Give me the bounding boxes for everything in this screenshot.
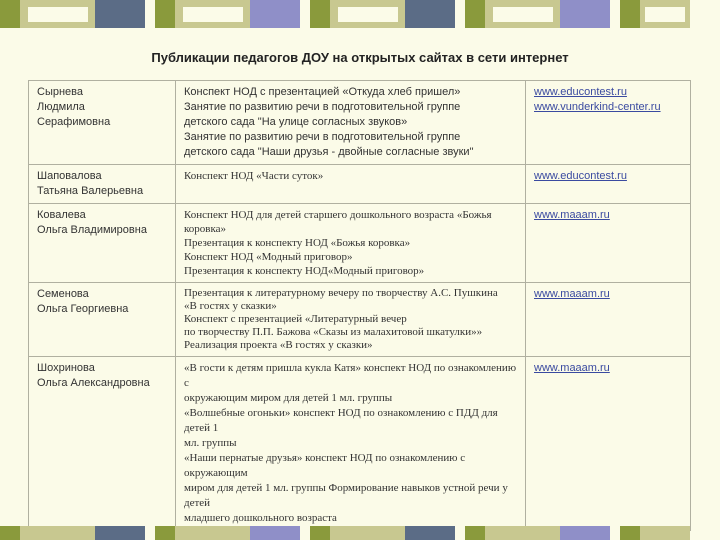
publication-line: Презентация к конспекту НОД«Модный приговор» (184, 265, 425, 277)
decor-tile (310, 0, 330, 28)
teacher-name-line: Серафимовна (37, 116, 111, 128)
publication-line: окружающим миром для детей 1 мл. группы (184, 392, 393, 404)
decor-tile (465, 526, 485, 540)
decor-tile (95, 0, 145, 28)
decor-tile (0, 526, 20, 540)
teacher-name-line: Татьяна Валерьевна (37, 185, 144, 197)
publication-line: Конспект НОД с презентацией «Откуда хлеб пришел» (184, 86, 461, 98)
decor-tile (0, 0, 20, 28)
publication-line: детского сада "Наши друзья - двойные согласные звуки" (184, 146, 474, 158)
publication-line: Презентация к литературному вечеру по творчеству А.С. Пушкина (184, 287, 498, 299)
site-link[interactable]: www.maaam.ru (534, 209, 610, 221)
publication-cell (176, 81, 526, 165)
publication-cell (176, 165, 526, 204)
top-decor-bar (0, 0, 720, 28)
publication-line: миром для детей 1 мл. группы Формирование навыков устной речи у детей (184, 482, 508, 509)
decor-tile (20, 526, 95, 540)
site-link[interactable]: www.educontest.ru (534, 170, 627, 182)
teacher-name-line: Сырнева (37, 86, 83, 98)
teacher-name-line: Семенова (37, 288, 89, 300)
decor-tile (155, 526, 175, 540)
site-link[interactable]: www.vunderkind-center.ru (534, 101, 661, 113)
bottom-decor-bar (0, 526, 720, 540)
decor-tile (330, 526, 405, 540)
teacher-name-line: Ольга Александровна (37, 377, 150, 389)
table-row (29, 283, 691, 357)
teacher-name-cell (29, 165, 176, 204)
decor-tile (640, 0, 690, 28)
publication-line: Презентация к конспекту НОД «Божья коровка» (184, 237, 411, 249)
decor-tile (640, 526, 690, 540)
site-link[interactable]: www.maaam.ru (534, 362, 610, 374)
site-link[interactable]: www.maaam.ru (534, 288, 610, 300)
teacher-name-cell (29, 81, 176, 165)
decor-tile (175, 0, 250, 28)
publications-table (28, 80, 691, 531)
decor-tile (300, 526, 310, 540)
publication-line: Конспект НОД для детей старшего дошкольного возраста «Божья коровка» (184, 209, 492, 235)
decor-tile (560, 526, 610, 540)
decor-tile (455, 0, 465, 28)
teacher-name-line: Ольга Георгиевна (37, 303, 129, 315)
teacher-name-line: Людмила (37, 101, 85, 113)
publication-line: детского сада "На улице согласных звуков» (184, 116, 408, 128)
teacher-name-line: Ковалева (37, 209, 86, 221)
decor-tile (330, 0, 405, 28)
publication-line: «Наши пернатые друзья» конспект НОД по ознакомлению с окружающим (184, 452, 466, 479)
publication-cell (176, 357, 526, 531)
publication-line: Занятие по развитию речи в подготовительной группе (184, 131, 461, 143)
publication-line: Конспект НОД «Части суток» (184, 170, 324, 182)
publication-line: «В гостях у сказки» (184, 300, 277, 312)
teacher-name-line: Шаповалова (37, 170, 102, 182)
site-cell (526, 81, 691, 165)
site-cell (526, 204, 691, 283)
page-title: Публикации педагогов ДОУ на открытых сайтах в сети интернет (151, 50, 569, 65)
site-cell (526, 357, 691, 531)
table-row (29, 204, 691, 283)
decor-tile (610, 526, 620, 540)
decor-tile (405, 526, 455, 540)
decor-tile (610, 0, 620, 28)
decor-tile (485, 526, 560, 540)
table-row (29, 357, 691, 531)
decor-tile (465, 0, 485, 28)
publication-cell (176, 204, 526, 283)
publication-line: по творчеству П.П. Бажова «Сказы из малахитовой шкатулки»» (184, 326, 483, 338)
site-cell (526, 283, 691, 357)
decor-tile (560, 0, 610, 28)
publication-line: Занятие по развитию речи в подготовительной группе (184, 101, 461, 113)
teacher-name-cell (29, 283, 176, 357)
table-row (29, 165, 691, 204)
decor-tile (250, 0, 300, 28)
publication-line: мл. группы (184, 437, 237, 449)
publication-line: Конспект с презентацией «Литературный вечер (184, 313, 407, 325)
publication-cell (176, 283, 526, 357)
decor-tile (145, 526, 155, 540)
teacher-name-cell (29, 357, 176, 531)
decor-tile (485, 0, 560, 28)
decor-tile (155, 0, 175, 28)
decor-tile (175, 526, 250, 540)
decor-tile (455, 526, 465, 540)
teacher-name-cell (29, 204, 176, 283)
decor-tile (20, 0, 95, 28)
publication-line: Реализация проекта «В гостях у сказки» (184, 339, 373, 351)
decor-tile (405, 0, 455, 28)
decor-tile (95, 526, 145, 540)
decor-tile (310, 526, 330, 540)
publication-line: младшего дошкольного возраста (184, 512, 337, 524)
site-cell (526, 165, 691, 204)
publication-line: «Волшебные огоньки» конспект НОД по ознакомлению с ПДД для детей 1 (184, 407, 498, 434)
teacher-name-line: Ольга Владимировна (37, 224, 147, 236)
decor-tile (620, 0, 640, 28)
site-link[interactable]: www.educontest.ru (534, 86, 627, 98)
teacher-name-line: Шохринова (37, 362, 95, 374)
publication-line: «В гости к детям пришла кукла Катя» конспект НОД по ознакомлению с (184, 362, 517, 389)
publication-line: Конспект НОД «Модный приговор» (184, 251, 353, 263)
decor-tile (620, 526, 640, 540)
decor-tile (145, 0, 155, 28)
decor-tile (300, 0, 310, 28)
decor-tile (250, 526, 300, 540)
table-row (29, 81, 691, 165)
